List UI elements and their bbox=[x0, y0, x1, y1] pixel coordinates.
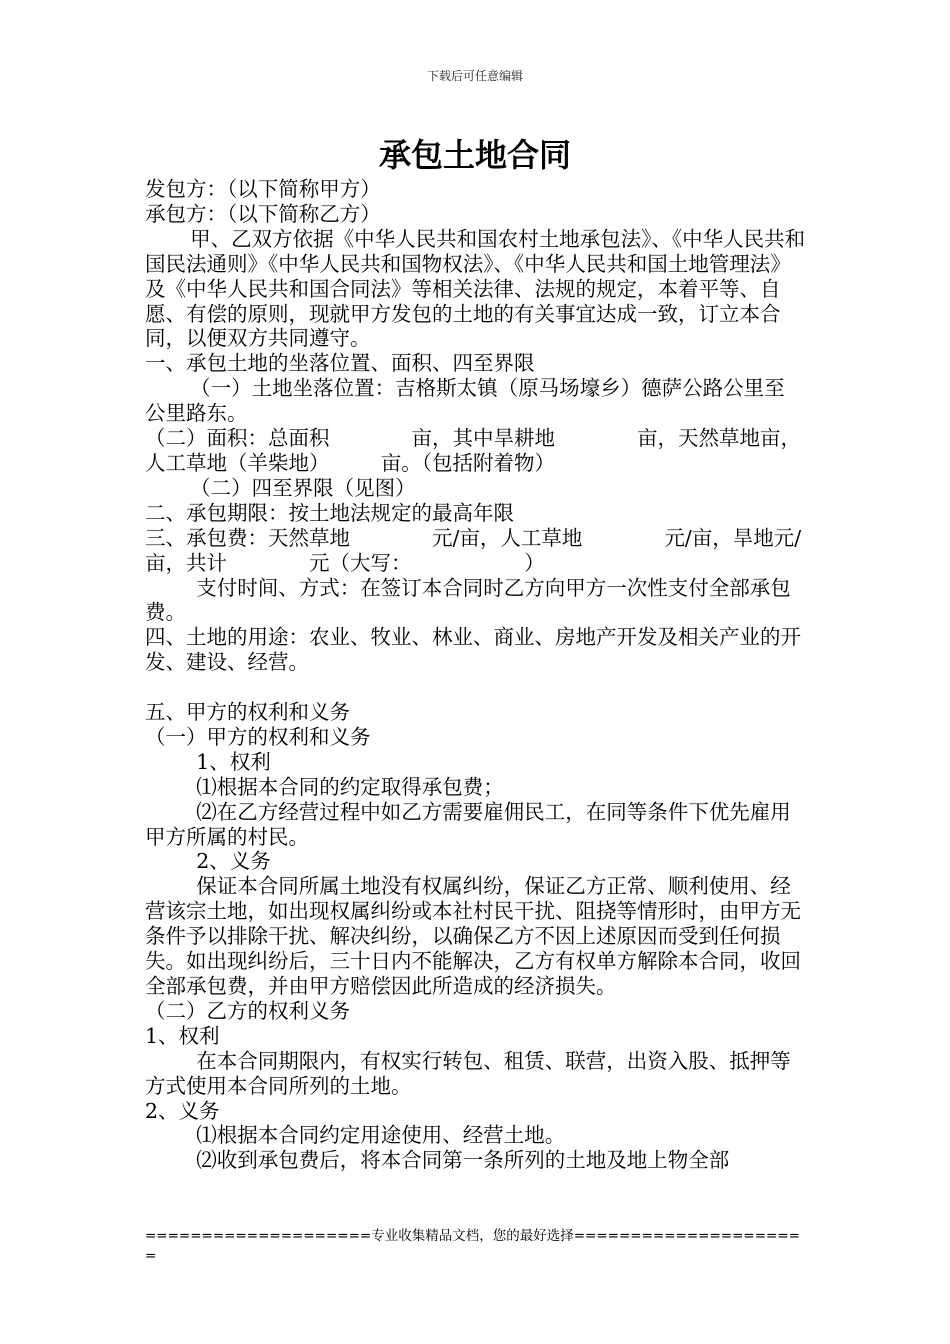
section-5-heading: 五、甲方的权利和义务 bbox=[145, 700, 350, 725]
land-boundaries: （二）四至界限（见图） bbox=[190, 475, 416, 500]
party-b-duties-label: 2、义务 bbox=[145, 1098, 220, 1123]
header-note: 下载后可任意编辑 bbox=[426, 69, 523, 83]
party-a-rights-heading: （一）甲方的权利和义务 bbox=[145, 724, 371, 749]
land-location: （一）土地坐落位置：吉格斯太镇（原马场壕乡）德萨公路公里至 公里路东。 bbox=[145, 376, 826, 426]
land-area: （二）面积：总面积 亩，其中旱耕地 亩，天然草地亩，人工草地（羊柴地） 亩。（包括附着物） bbox=[145, 426, 801, 475]
section-4-usage: 四、土地的用途：农业、牧业、林业、商业、房地产开发及相关产业的开发、建设、经营。 bbox=[145, 625, 801, 675]
party-b-duty-2: ⑵收到承包费后，将本合同第一条所列的土地及地上物全部 bbox=[196, 1148, 730, 1173]
footer-banner: ====================专业收集精品文档，您的最好选择===================== bbox=[145, 1228, 800, 1264]
payment-method: 支付时间、方式：在签订本合同时乙方向甲方一次性支付全部承包费。 bbox=[145, 575, 791, 625]
document-title: 承包土地合同 bbox=[378, 136, 571, 174]
section-3-fee: 三、承包费：天然草地 元/亩，人工草地 元/亩，旱地元/亩，共计 元（大写： ） bbox=[145, 525, 802, 575]
party-b-rights-text: 在本合同期限内，有权实行转包、租赁、联营，出资入股、抵押等方式使用本合同所列的土地。 bbox=[145, 1048, 791, 1098]
blank-line bbox=[145, 675, 810, 700]
party-a-duties-text: 保证本合同所属土地没有权属纠纷，保证乙方正常、顺利使用、经营该宗土地，如出现权属纠纷或本社村民干扰、阻挠等情形时，由甲方无条件予以排除干扰、解决纠纷，以确保乙方不因上述原因而受到任何损失。如出现纠纷后，三十日内不能解决，乙方有权单方解除本合同，收回全部承包费，并由甲方赔偿因此所造成的经济损失。 bbox=[145, 874, 801, 998]
party-a-right-1: ⑴根据本合同的约定取得承包费； bbox=[196, 774, 504, 799]
party-b-duty-1: ⑴根据本合同约定用途使用、经营土地。 bbox=[196, 1123, 566, 1148]
party-a-rights-label: 1、权利 bbox=[196, 749, 271, 774]
party-a-right-2: ⑵在乙方经营过程中如乙方需要雇佣民工，在同等条件下优先雇用甲方所属的村民。 bbox=[145, 799, 791, 849]
preamble-paragraph: 甲、乙双方依据《中华人民共和国农村土地承包法》、《中华人民共和国民法通则》《中华人民共和国物权法》、《中华人民共和国土地管理法》及《中华人民共和国合同法》等相关法律、法规的规定，本着平等、自愿、有偿的原则，现就甲方发包的土地的有关事宜达成一致，订立本合同，以便双方共同遵守。 bbox=[145, 226, 806, 351]
section-1-heading: 一、承包土地的坐落位置、面积、四至界限 bbox=[145, 351, 535, 376]
party-a-duties-label: 2、义务 bbox=[196, 849, 271, 874]
contract-body bbox=[145, 177, 826, 1173]
party-a-line: 发包方：（以下简称甲方） bbox=[145, 177, 381, 201]
party-b-line: 承包方：（以下简称乙方） bbox=[145, 201, 381, 226]
party-b-rights-heading: （二）乙方的权利义务 bbox=[145, 998, 350, 1023]
party-b-rights-label: 1、权利 bbox=[145, 1023, 220, 1048]
section-2-term: 二、承包期限：按土地法规定的最高年限 bbox=[145, 500, 514, 525]
